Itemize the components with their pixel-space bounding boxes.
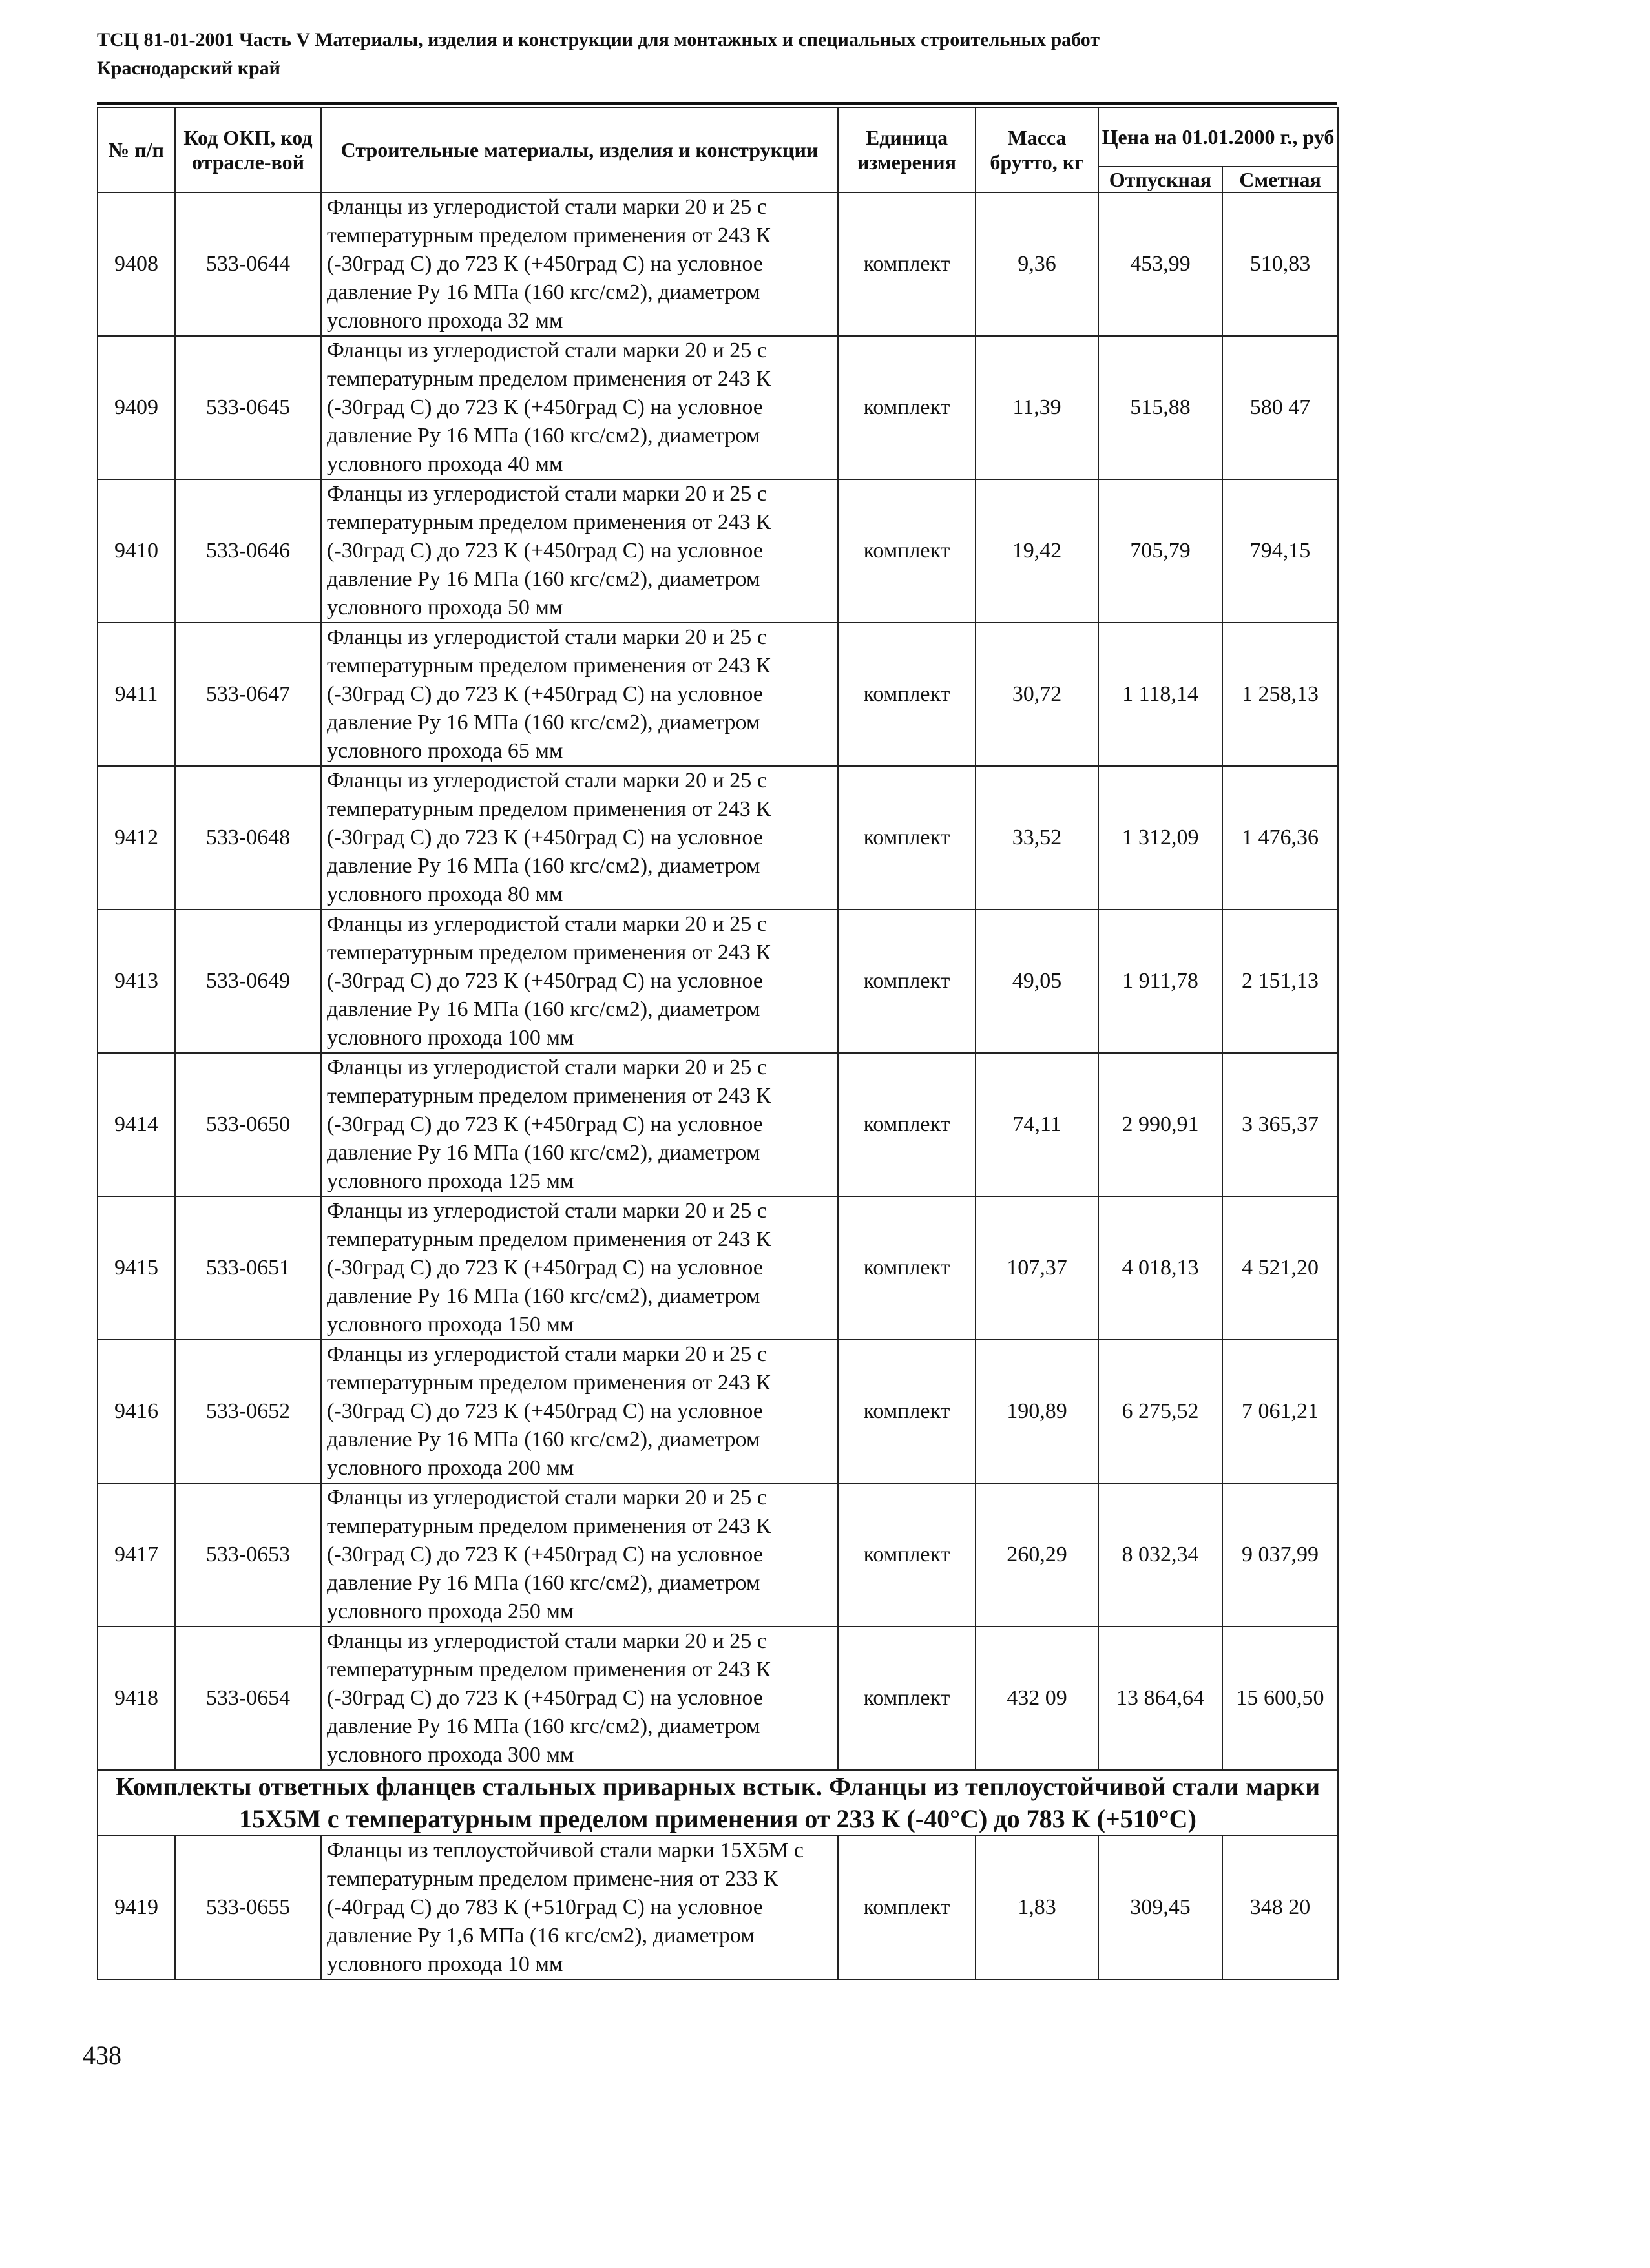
row-release-price: 8 032,34 [1098, 1483, 1222, 1627]
table-row [98, 1196, 1338, 1340]
row-code: 533-0648 [175, 766, 321, 910]
row-release-price: 705,79 [1098, 479, 1222, 623]
row-estimate-price: 3 365,37 [1222, 1053, 1338, 1196]
row-desc: Фланцы из углеродистой стали марки 20 и 25 с температурным пределом применения от 243 К (-30град С) до 723 К (+450град С) на условное давление Ру 16 МПа (160 кгс/см2), диаметром условного прохода 80 мм [321, 766, 838, 910]
row-estimate-price: 2 151,13 [1222, 910, 1338, 1053]
table-row [98, 1836, 1338, 1979]
row-mass: 30,72 [976, 623, 1098, 766]
row-num: 9416 [98, 1340, 175, 1483]
row-release-price: 1 911,78 [1098, 910, 1222, 1053]
row-mass: 9,36 [976, 192, 1098, 336]
row-num: 9410 [98, 479, 175, 623]
row-estimate-price: 348 20 [1222, 1836, 1338, 1979]
row-unit: комплект [838, 336, 976, 479]
row-num: 9414 [98, 1053, 175, 1196]
section-title: Комплекты ответных фланцев стальных приварных встык. Фланцы из теплоустойчивой стали марки 15Х5М с температурным пределом применения от 233 К (-40°С) до 783 К (+510°С) [98, 1770, 1338, 1836]
row-release-price: 6 275,52 [1098, 1340, 1222, 1483]
row-unit: комплект [838, 479, 976, 623]
price-table [97, 107, 1339, 1980]
row-estimate-price: 1 476,36 [1222, 766, 1338, 910]
row-unit: комплект [838, 192, 976, 336]
row-unit: комплект [838, 1627, 976, 1770]
row-code: 533-0649 [175, 910, 321, 1053]
col-header-price: Цена на 01.01.2000 г., руб [1098, 107, 1338, 167]
row-code: 533-0647 [175, 623, 321, 766]
section-row [98, 1770, 1338, 1836]
row-mass: 107,37 [976, 1196, 1098, 1340]
table-row [98, 1627, 1338, 1770]
row-unit: комплект [838, 1836, 976, 1979]
row-mass: 1,83 [976, 1836, 1098, 1979]
row-code: 533-0644 [175, 192, 321, 336]
header-rule [97, 102, 1337, 105]
row-unit: комплект [838, 1340, 976, 1483]
table-row [98, 336, 1338, 479]
row-estimate-price: 7 061,21 [1222, 1340, 1338, 1483]
row-mass: 74,11 [976, 1053, 1098, 1196]
row-mass: 49,05 [976, 910, 1098, 1053]
row-release-price: 1 118,14 [1098, 623, 1222, 766]
col-header-name: Строительные материалы, изделия и конструкции [321, 107, 838, 192]
row-desc: Фланцы из углеродистой стали марки 20 и 25 с температурным пределом применения от 243 К (-30град С) до 723 К (+450град С) на условное давление Ру 16 МПа (160 кгс/см2), диаметром условного прохода 200 мм [321, 1340, 838, 1483]
table-row [98, 623, 1338, 766]
row-unit: комплект [838, 1196, 976, 1340]
table-row [98, 1053, 1338, 1196]
row-desc: Фланцы из углеродистой стали марки 20 и 25 с температурным пределом применения от 243 К (-30град С) до 723 К (+450град С) на условное давление Ру 16 МПа (160 кгс/см2), диаметром условного прохода 100 мм [321, 910, 838, 1053]
row-desc: Фланцы из углеродистой стали марки 20 и 25 с температурным пределом применения от 243 К (-30град С) до 723 К (+450град С) на условное давление Ру 16 МПа (160 кгс/см2), диаметром условного прохода 40 мм [321, 336, 838, 479]
row-code: 533-0654 [175, 1627, 321, 1770]
row-estimate-price: 4 521,20 [1222, 1196, 1338, 1340]
row-num: 9411 [98, 623, 175, 766]
header-region: Краснодарский край [97, 57, 280, 79]
page-header [97, 26, 1337, 83]
row-mass: 19,42 [976, 479, 1098, 623]
row-release-price: 453,99 [1098, 192, 1222, 336]
row-desc: Фланцы из углеродистой стали марки 20 и 25 с температурным пределом применения от 243 К (-30град С) до 723 К (+450град С) на условное давление Ру 16 МПа (160 кгс/см2), диаметром условного прохода 250 мм [321, 1483, 838, 1627]
row-num: 9419 [98, 1836, 175, 1979]
row-mass: 432 09 [976, 1627, 1098, 1770]
row-num: 9415 [98, 1196, 175, 1340]
row-mass: 33,52 [976, 766, 1098, 910]
row-unit: комплект [838, 766, 976, 910]
row-code: 533-0650 [175, 1053, 321, 1196]
row-release-price: 4 018,13 [1098, 1196, 1222, 1340]
row-release-price: 1 312,09 [1098, 766, 1222, 910]
row-desc: Фланцы из углеродистой стали марки 20 и 25 с температурным пределом применения от 243 К (-30град С) до 723 К (+450град С) на условное давление Ру 16 МПа (160 кгс/см2), диаметром условного прохода 125 мм [321, 1053, 838, 1196]
col-header-code: Код ОКП, код отрасле-вой [175, 107, 321, 192]
row-desc: Фланцы из теплоустойчивой стали марки 15Х5М с температурным пределом примене-ния от 233 К (-40град С) до 783 К (+510град С) на условное давление Ру 1,6 МПа (16 кгс/см2), диаметром условного прохода 10 мм [321, 1836, 838, 1979]
row-code: 533-0655 [175, 1836, 321, 1979]
col-header-num: № п/п [98, 107, 175, 192]
row-mass: 190,89 [976, 1340, 1098, 1483]
row-num: 9408 [98, 192, 175, 336]
row-mass: 11,39 [976, 336, 1098, 479]
table-row [98, 192, 1338, 336]
row-release-price: 13 864,64 [1098, 1627, 1222, 1770]
row-desc: Фланцы из углеродистой стали марки 20 и 25 с температурным пределом применения от 243 К (-30град С) до 723 К (+450град С) на условное давление Ру 16 МПа (160 кгс/см2), диаметром условного прохода 150 мм [321, 1196, 838, 1340]
header-title: ТСЦ 81-01-2001 Часть V Материалы, изделия и конструкции для монтажных и специальных строительных работ [97, 29, 1100, 50]
row-num: 9412 [98, 766, 175, 910]
row-code: 533-0645 [175, 336, 321, 479]
row-unit: комплект [838, 1053, 976, 1196]
row-estimate-price: 1 258,13 [1222, 623, 1338, 766]
table-row [98, 766, 1338, 910]
row-estimate-price: 15 600,50 [1222, 1627, 1338, 1770]
row-code: 533-0651 [175, 1196, 321, 1340]
row-num: 9413 [98, 910, 175, 1053]
row-code: 533-0653 [175, 1483, 321, 1627]
table-row [98, 910, 1338, 1053]
row-release-price: 2 990,91 [1098, 1053, 1222, 1196]
col-header-estimate: Сметная [1222, 167, 1338, 192]
row-estimate-price: 794,15 [1222, 479, 1338, 623]
row-desc: Фланцы из углеродистой стали марки 20 и 25 с температурным пределом применения от 243 К (-30град С) до 723 К (+450град С) на условное давление Ру 16 МПа (160 кгс/см2), диаметром условного прохода 50 мм [321, 479, 838, 623]
table-row [98, 1340, 1338, 1483]
page-number: 438 [83, 2041, 121, 2070]
row-estimate-price: 510,83 [1222, 192, 1338, 336]
row-code: 533-0652 [175, 1340, 321, 1483]
row-desc: Фланцы из углеродистой стали марки 20 и 25 с температурным пределом применения от 243 К (-30град С) до 723 К (+450град С) на условное давление Ру 16 МПа (160 кгс/см2), диаметром условного прохода 300 мм [321, 1627, 838, 1770]
row-num: 9417 [98, 1483, 175, 1627]
row-desc: Фланцы из углеродистой стали марки 20 и 25 с температурным пределом применения от 243 К (-30град С) до 723 К (+450град С) на условное давление Ру 16 МПа (160 кгс/см2), диаметром условного прохода 65 мм [321, 623, 838, 766]
row-release-price: 309,45 [1098, 1836, 1222, 1979]
row-release-price: 515,88 [1098, 336, 1222, 479]
col-header-unit: Единица измерения [838, 107, 976, 192]
row-unit: комплект [838, 1483, 976, 1627]
col-header-release: Отпускная [1098, 167, 1222, 192]
row-unit: комплект [838, 910, 976, 1053]
row-unit: комплект [838, 623, 976, 766]
row-num: 9418 [98, 1627, 175, 1770]
table-row [98, 479, 1338, 623]
row-mass: 260,29 [976, 1483, 1098, 1627]
table-row [98, 1483, 1338, 1627]
row-code: 533-0646 [175, 479, 321, 623]
col-header-mass: Масса брутто, кг [976, 107, 1098, 192]
row-num: 9409 [98, 336, 175, 479]
row-estimate-price: 580 47 [1222, 336, 1338, 479]
row-estimate-price: 9 037,99 [1222, 1483, 1338, 1627]
row-desc: Фланцы из углеродистой стали марки 20 и 25 с температурным пределом применения от 243 К (-30град С) до 723 К (+450град С) на условное давление Ру 16 МПа (160 кгс/см2), диаметром условного прохода 32 мм [321, 192, 838, 336]
